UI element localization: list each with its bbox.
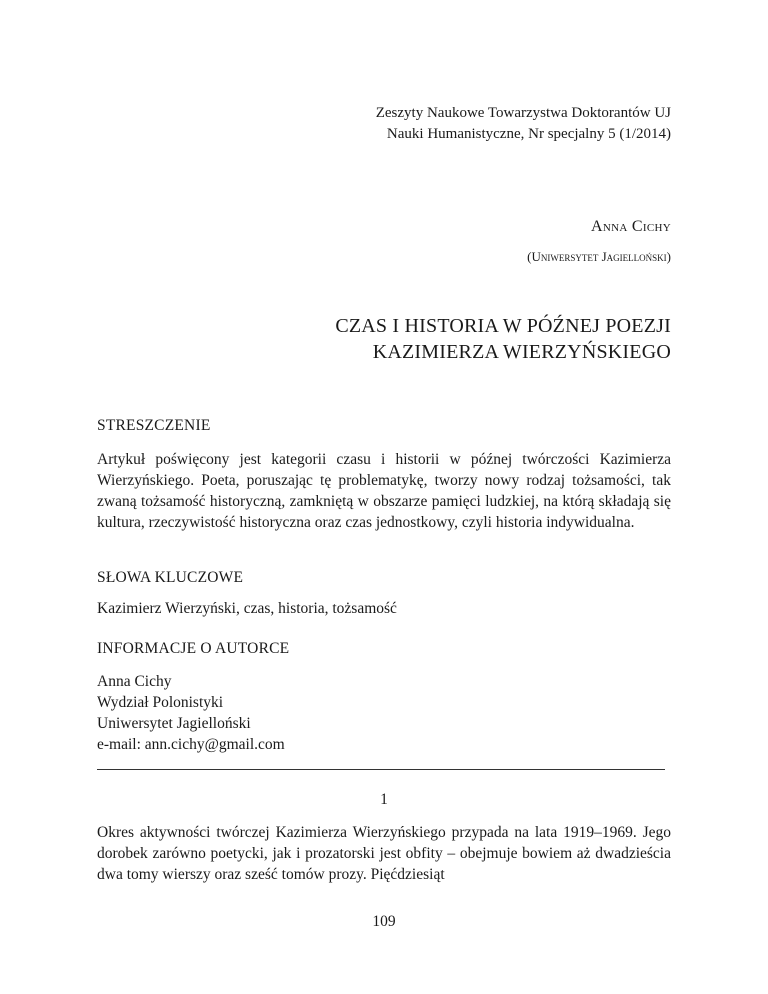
- keywords-text: Kazimierz Wierzyński, czas, historia, tożsamość: [97, 600, 397, 617]
- journal-header: [376, 103, 671, 145]
- journal-issue: Nauki Humanistyczne, Nr specjalny 5 (1/2014): [386, 126, 671, 142]
- body-paragraph: Okres aktywności twórczej Kazimierza Wierzyńskiego przypada na lata 1919–1969. Jego dorobek zarówno poetycki, jak i prozatorski jest obfity – obejmuje bowiem aż dwadzieścia dwa tomy wierszy oraz sześć tomów prozy. Pięćdziesiąt: [97, 824, 671, 883]
- author-info-department: Wydział Polonistyki: [97, 694, 224, 711]
- journal-title: Zeszyty Naukowe Towarzystwa Doktorantów UJ: [375, 105, 671, 121]
- author-info-email[interactable]: e-mail: ann.cichy@gmail.com: [97, 736, 285, 753]
- section-number: 1: [380, 791, 388, 808]
- author-info-block: [97, 671, 671, 755]
- author-info-heading: INFORMACJE O AUTORCE: [97, 640, 290, 657]
- title-line-2: KAZIMIERZA WIERZYŃSKIEGO: [372, 341, 671, 363]
- page-number: 109: [372, 913, 396, 930]
- author-info-university: Uniwersytet Jagielloński: [97, 715, 251, 732]
- author-info-name: Anna Cichy: [97, 673, 172, 690]
- author-affiliation: (Uniwersytet Jagielloński): [527, 249, 671, 264]
- title-line-1: CZAS I HISTORIA W PÓŹNEJ POEZJI: [335, 315, 671, 337]
- abstract-text: Artykuł poświęcony jest kategorii czasu i historii w późnej twórczości Kazimierza Wierzyńskiego. Poeta, poruszając tę problematykę, tworzy nowy rodzaj tożsamości, tak zwaną tożsamość historyczną, zamkniętą w obszarze pamięci ludzkiej, na którą składają się kultura, rzeczywistość historyczna oraz czas jednostkowy, czyli historia indywidualna.: [97, 451, 671, 531]
- abstract-heading: STRESZCZENIE: [97, 417, 211, 434]
- paper-title: [335, 313, 671, 365]
- separator-rule: [97, 769, 665, 770]
- author-name: Anna Cichy: [591, 218, 671, 235]
- keywords-heading: SŁOWA KLUCZOWE: [97, 569, 244, 586]
